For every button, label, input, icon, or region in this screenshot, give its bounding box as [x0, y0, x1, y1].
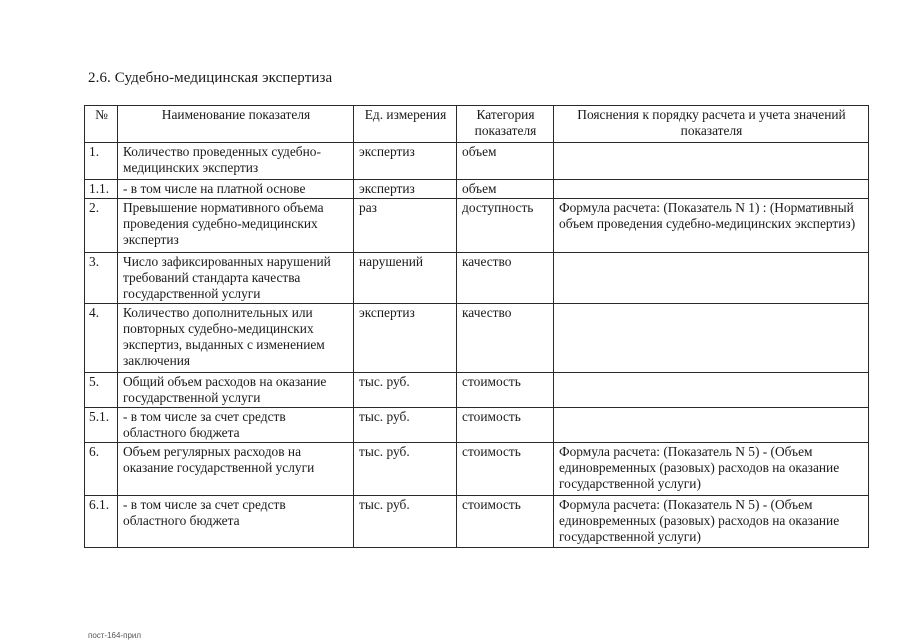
row-number: 3. — [85, 253, 118, 304]
table-row — [85, 373, 869, 408]
row-number: 1.1. — [85, 180, 118, 199]
row-category: объем — [457, 180, 554, 199]
indicators-table — [84, 105, 869, 548]
table-row — [85, 180, 869, 199]
header-unit: Ед. измерения — [354, 106, 457, 143]
row-name: Общий объем расходов на оказание государственной услуги — [118, 373, 354, 408]
row-unit: нарушений — [354, 253, 457, 304]
table-row — [85, 199, 869, 253]
row-name: Число зафиксированных нарушений требований стандарта качества государственной услуги — [118, 253, 354, 304]
row-category: стоимость — [457, 496, 554, 548]
row-unit: раз — [354, 199, 457, 253]
row-number: 6. — [85, 443, 118, 496]
header-notes: Пояснения к порядку расчета и учета значений показателя — [554, 106, 869, 143]
row-name: - в том числе за счет средств областного бюджета — [118, 408, 354, 443]
footer-note: пост-164-прил — [88, 631, 142, 640]
row-notes — [554, 143, 869, 180]
header-name: Наименование показателя — [118, 106, 354, 143]
row-unit: тыс. руб. — [354, 373, 457, 408]
row-name: - в том числе на платной основе — [118, 180, 354, 199]
row-name: - в том числе за счет средств областного бюджета — [118, 496, 354, 548]
row-number: 4. — [85, 304, 118, 373]
row-unit: экспертиз — [354, 143, 457, 180]
row-number: 5.1. — [85, 408, 118, 443]
table-row — [85, 408, 869, 443]
section-title: 2.6. Судебно-медицинская экспертиза — [88, 70, 333, 86]
row-number: 2. — [85, 199, 118, 253]
row-notes: Формула расчета: (Показатель N 5) - (Объем единовременных (разовых) расходов на оказание государственной услуги) — [554, 496, 869, 548]
row-notes — [554, 408, 869, 443]
header-number: № — [85, 106, 118, 143]
row-category: стоимость — [457, 373, 554, 408]
row-category: качество — [457, 253, 554, 304]
row-notes — [554, 304, 869, 373]
row-unit: тыс. руб. — [354, 408, 457, 443]
row-name: Количество дополнительных или повторных судебно-медицинских экспертиз, выданных с изменением заключения — [118, 304, 354, 373]
row-number: 6.1. — [85, 496, 118, 548]
row-notes — [554, 180, 869, 199]
table-row — [85, 496, 869, 548]
row-name: Объем регулярных расходов на оказание государственной услуги — [118, 443, 354, 496]
row-category: стоимость — [457, 408, 554, 443]
table-row — [85, 143, 869, 180]
row-category: объем — [457, 143, 554, 180]
row-number: 5. — [85, 373, 118, 408]
table-header-row — [85, 106, 869, 143]
row-unit: экспертиз — [354, 180, 457, 199]
row-category: качество — [457, 304, 554, 373]
row-category: доступность — [457, 199, 554, 253]
row-category: стоимость — [457, 443, 554, 496]
row-unit: экспертиз — [354, 304, 457, 373]
row-notes: Формула расчета: (Показатель N 5) - (Объем единовременных (разовых) расходов на оказание государственной услуги) — [554, 443, 869, 496]
row-notes: Формула расчета: (Показатель N 1) : (Нормативный объем проведения судебно-медицинских экспертиз) — [554, 199, 869, 253]
row-notes — [554, 373, 869, 408]
row-name: Превышение нормативного объема проведения судебно-медицинских экспертиз — [118, 199, 354, 253]
row-notes — [554, 253, 869, 304]
row-name: Количество проведенных судебно-медицинских экспертиз — [118, 143, 354, 180]
row-unit: тыс. руб. — [354, 443, 457, 496]
table-row — [85, 304, 869, 373]
table-row — [85, 443, 869, 496]
table-row — [85, 253, 869, 304]
row-number: 1. — [85, 143, 118, 180]
row-unit: тыс. руб. — [354, 496, 457, 548]
header-category: Категория показателя — [457, 106, 554, 143]
